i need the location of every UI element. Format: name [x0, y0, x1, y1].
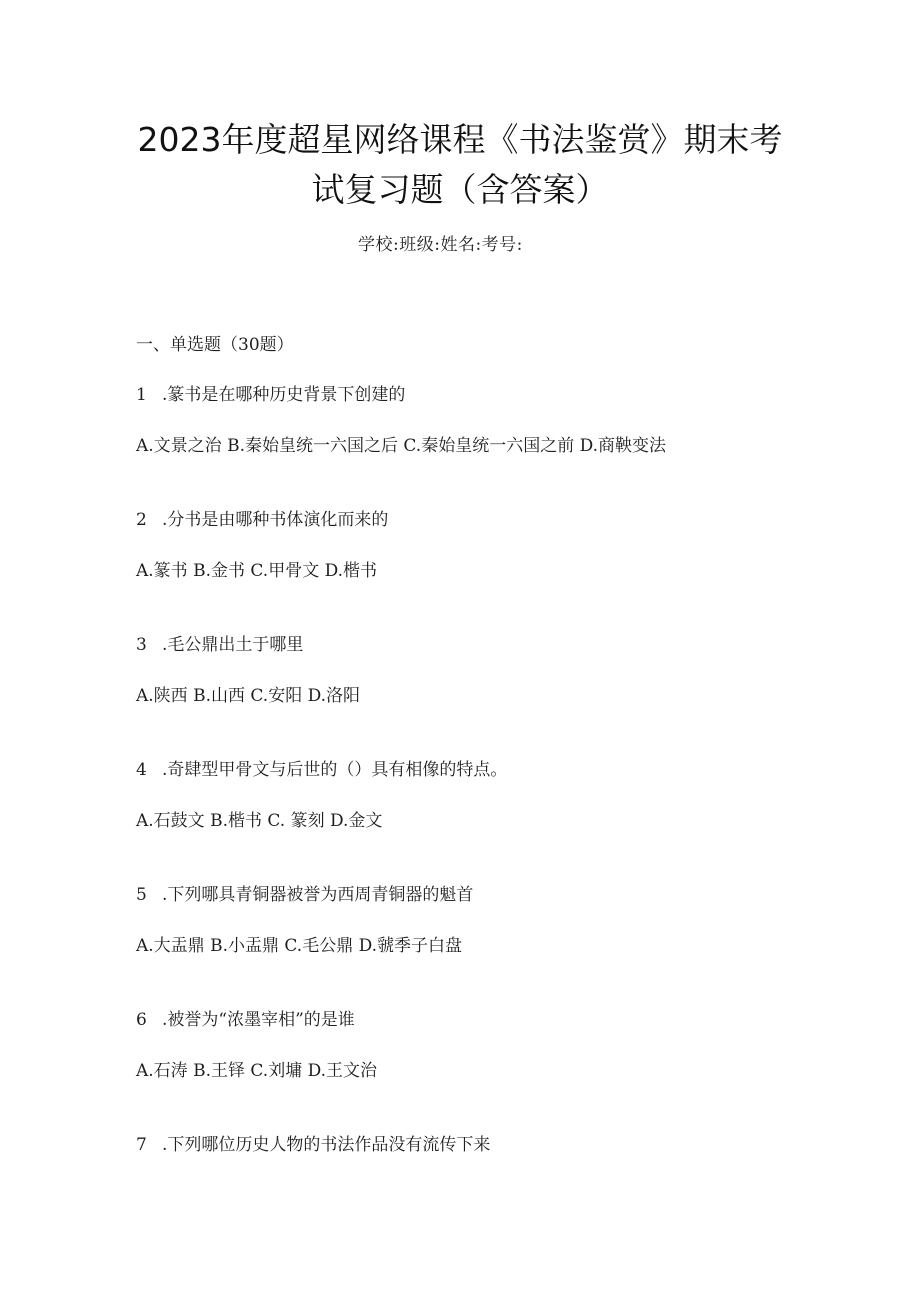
question-2 — [136, 505, 388, 530]
question-number: 1 — [136, 385, 147, 405]
question-5 — [136, 880, 473, 905]
student-info-line: 学校:班级:姓名:考号: — [358, 235, 523, 255]
question-stem: .下列哪具青铜器被誉为西周青铜器的魁首 — [162, 885, 474, 905]
section-heading: 一、单选题（30题） — [136, 335, 294, 355]
question-1-options: A.文景之治 B.秦始皇统一六国之后 C.秦始皇统一六国之前 D.商鞅变法 — [136, 436, 667, 456]
question-4 — [136, 755, 507, 780]
question-number: 3 — [136, 635, 147, 655]
question-number: 4 — [136, 760, 147, 780]
document-title-line-2: 试复习题（含答案） — [311, 170, 609, 209]
question-number: 5 — [136, 885, 147, 905]
question-stem: .奇肆型甲骨文与后世的（）具有相像的特点。 — [162, 760, 508, 780]
question-7 — [136, 1130, 490, 1155]
document-title-line-1: 2023年度超星网络课程《书法鉴赏》期末考 — [137, 120, 783, 159]
question-number: 7 — [136, 1135, 147, 1155]
question-stem: .下列哪位历史人物的书法作品没有流传下来 — [162, 1135, 491, 1155]
question-6-options: A.石涛 B.王铎 C.刘墉 D.王文治 — [136, 1061, 378, 1081]
question-3-options: A.陕西 B.山西 C.安阳 D.洛阳 — [136, 686, 361, 706]
question-stem: .被誉为“浓墨宰相”的是谁 — [162, 1010, 355, 1030]
question-2-options: A.篆书 B.金书 C.甲骨文 D.楷书 — [136, 561, 378, 581]
question-1 — [136, 380, 405, 405]
question-number: 6 — [136, 1010, 147, 1030]
question-4-options: A.石鼓文 B.楷书 C. 篆刻 D.金文 — [136, 811, 383, 831]
question-3 — [136, 630, 303, 655]
question-stem: .分书是由哪种书体演化而来的 — [162, 510, 389, 530]
question-number: 2 — [136, 510, 147, 530]
question-stem: .篆书是在哪种历史背景下创建的 — [162, 385, 406, 405]
question-6 — [136, 1005, 355, 1030]
question-stem: .毛公鼎出土于哪里 — [162, 635, 304, 655]
question-5-options: A.大盂鼎 B.小盂鼎 C.毛公鼎 D.虢季子白盘 — [136, 936, 463, 956]
